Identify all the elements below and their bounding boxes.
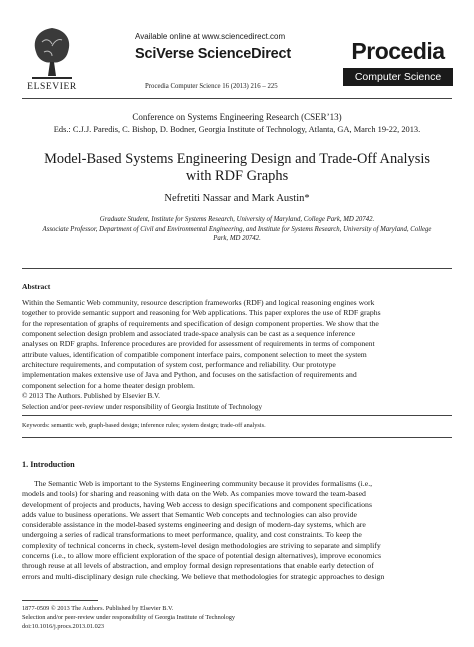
procedia-logo xyxy=(343,38,453,88)
keywords-bottom-rule xyxy=(22,437,452,438)
text-line: complexity of technical concerns in check, system-level design methodologies are striving to separate and simplify xyxy=(22,540,381,550)
journal-citation: Procedia Computer Science 16 (2013) 216 – 225 xyxy=(145,83,278,90)
text-line: architecture requirements, and computation of system cost, performance and reliability. Our prototype xyxy=(22,360,336,370)
available-online-text: Available online at www.sciencedirect.com xyxy=(135,32,286,41)
title-line-1: Model-Based Systems Engineering Design and Trade-Off Analysis xyxy=(44,151,430,167)
text-line: component selection design problem and associated trade-space analysis can be cast as a sequence inference xyxy=(22,329,355,339)
journal-name: Procedia xyxy=(351,38,445,64)
abstract-copyright: © 2013 The Authors. Published by Elsevier B.V. xyxy=(22,392,160,400)
footer-doi: doi:10.1016/j.procs.2013.01.023 xyxy=(22,623,105,630)
abstract-heading: Abstract xyxy=(22,282,51,291)
affiliation-2-line-1: Associate Professor, Department of Civil and Environmental Engineering, and Institute for Systems Research, University of Maryland, College xyxy=(42,226,432,233)
text-line: implementation makes extensive use of Java and Python, and focuses on the satisfaction of requirements and xyxy=(22,370,357,380)
text-line: analyses on RDF graphs. Inference procedures are provided for assessment of requirements in terms of component xyxy=(22,339,375,349)
text-line: Within the Semantic Web community, resource description frameworks (RDF) and logical reasoning engines work xyxy=(22,298,375,307)
affiliation-1: Graduate Student, Institute for Systems Research, University of Maryland, College Park, MD 20742. xyxy=(99,216,375,223)
paper-title xyxy=(30,151,444,185)
abstract-top-rule xyxy=(22,268,452,269)
abstract-body xyxy=(22,298,452,391)
text-line: development of projects and products, having Web access to design specifications and component specifications xyxy=(22,499,372,509)
text-line: concerns (i.e., to allow more efficient exploration of the space of potential design alternatives), improve economics xyxy=(22,551,382,561)
text-line: through reuse at all levels of abstraction, and employ formal design representations that enable early detection of xyxy=(22,561,374,571)
publisher-logo-text: ELSEVIER xyxy=(27,82,77,92)
text-line: undergoing a series of radical transformations to meet performance, quality, and cost constraints. To keep the xyxy=(22,530,362,540)
footer-rule xyxy=(22,600,98,601)
keywords: Keywords: semantic web, graph-based design; inference rules; system design; trade-off analysis. xyxy=(22,422,266,429)
text-line: models and tools) for sharing and reasoning with data on the Web. As companies move toward the team-based xyxy=(22,489,366,499)
title-line-2: with RDF Graphs xyxy=(185,168,289,184)
text-line: together to provide semantic support and reasoning for Web applications. This paper explores the use of RDF graphs xyxy=(22,308,381,318)
text-line: for the representation of graphs of requirements and specification of design component properties. We show that the xyxy=(22,318,379,328)
abstract-review-note: Selection and/or peer-review under responsibility of Georgia Institute of Technology xyxy=(22,403,263,411)
paper-authors: Nefretiti Nassar and Mark Austin* xyxy=(164,193,310,204)
text-line: The Semantic Web is important to the Systems Engineering community because it provides formalisms (i.e., xyxy=(34,479,373,488)
footer-issn: 1877-0509 © 2013 The Authors. Published by Elsevier B.V. xyxy=(22,605,174,612)
sciverse-logo-text: SciVerse ScienceDirect xyxy=(135,46,292,62)
elsevier-tree-icon xyxy=(28,22,76,80)
introduction-body xyxy=(22,479,452,582)
keywords-top-rule xyxy=(22,415,452,416)
journal-subtitle: Computer Science xyxy=(343,68,453,86)
header-rule xyxy=(22,98,452,99)
affiliation-2-line-2: Park, MD 20742. xyxy=(213,235,261,242)
text-line: adds value to business operations. We assert that Semantic Web concepts and technologies can also provide xyxy=(22,509,357,519)
text-line: attribute values, identification of compatible component interface pairs, component selection to meet the system xyxy=(22,349,367,359)
conference-name: Conference on Systems Engineering Research (CSER’13) xyxy=(132,112,342,122)
text-line: considerable assistance in the model-based systems engineering and design of modern-day systems, which are xyxy=(22,520,366,530)
text-line: errors and multi-disciplinary design rule checking. We believe that methodologies for strategic approaches to design xyxy=(22,571,385,581)
introduction-heading: 1. Introduction xyxy=(22,460,75,469)
footer-review-note: Selection and/or peer-review under responsibility of Georgia Institute of Technology xyxy=(22,614,236,621)
conference-editors: Eds.: C.J.J. Paredis, C. Bishop, D. Bodner, Georgia Institute of Technology, Atlanta, GA, March 19-22, 2013. xyxy=(53,125,421,134)
text-line: component selection for a home theater design problem. xyxy=(22,380,195,390)
elsevier-logo xyxy=(22,22,82,96)
